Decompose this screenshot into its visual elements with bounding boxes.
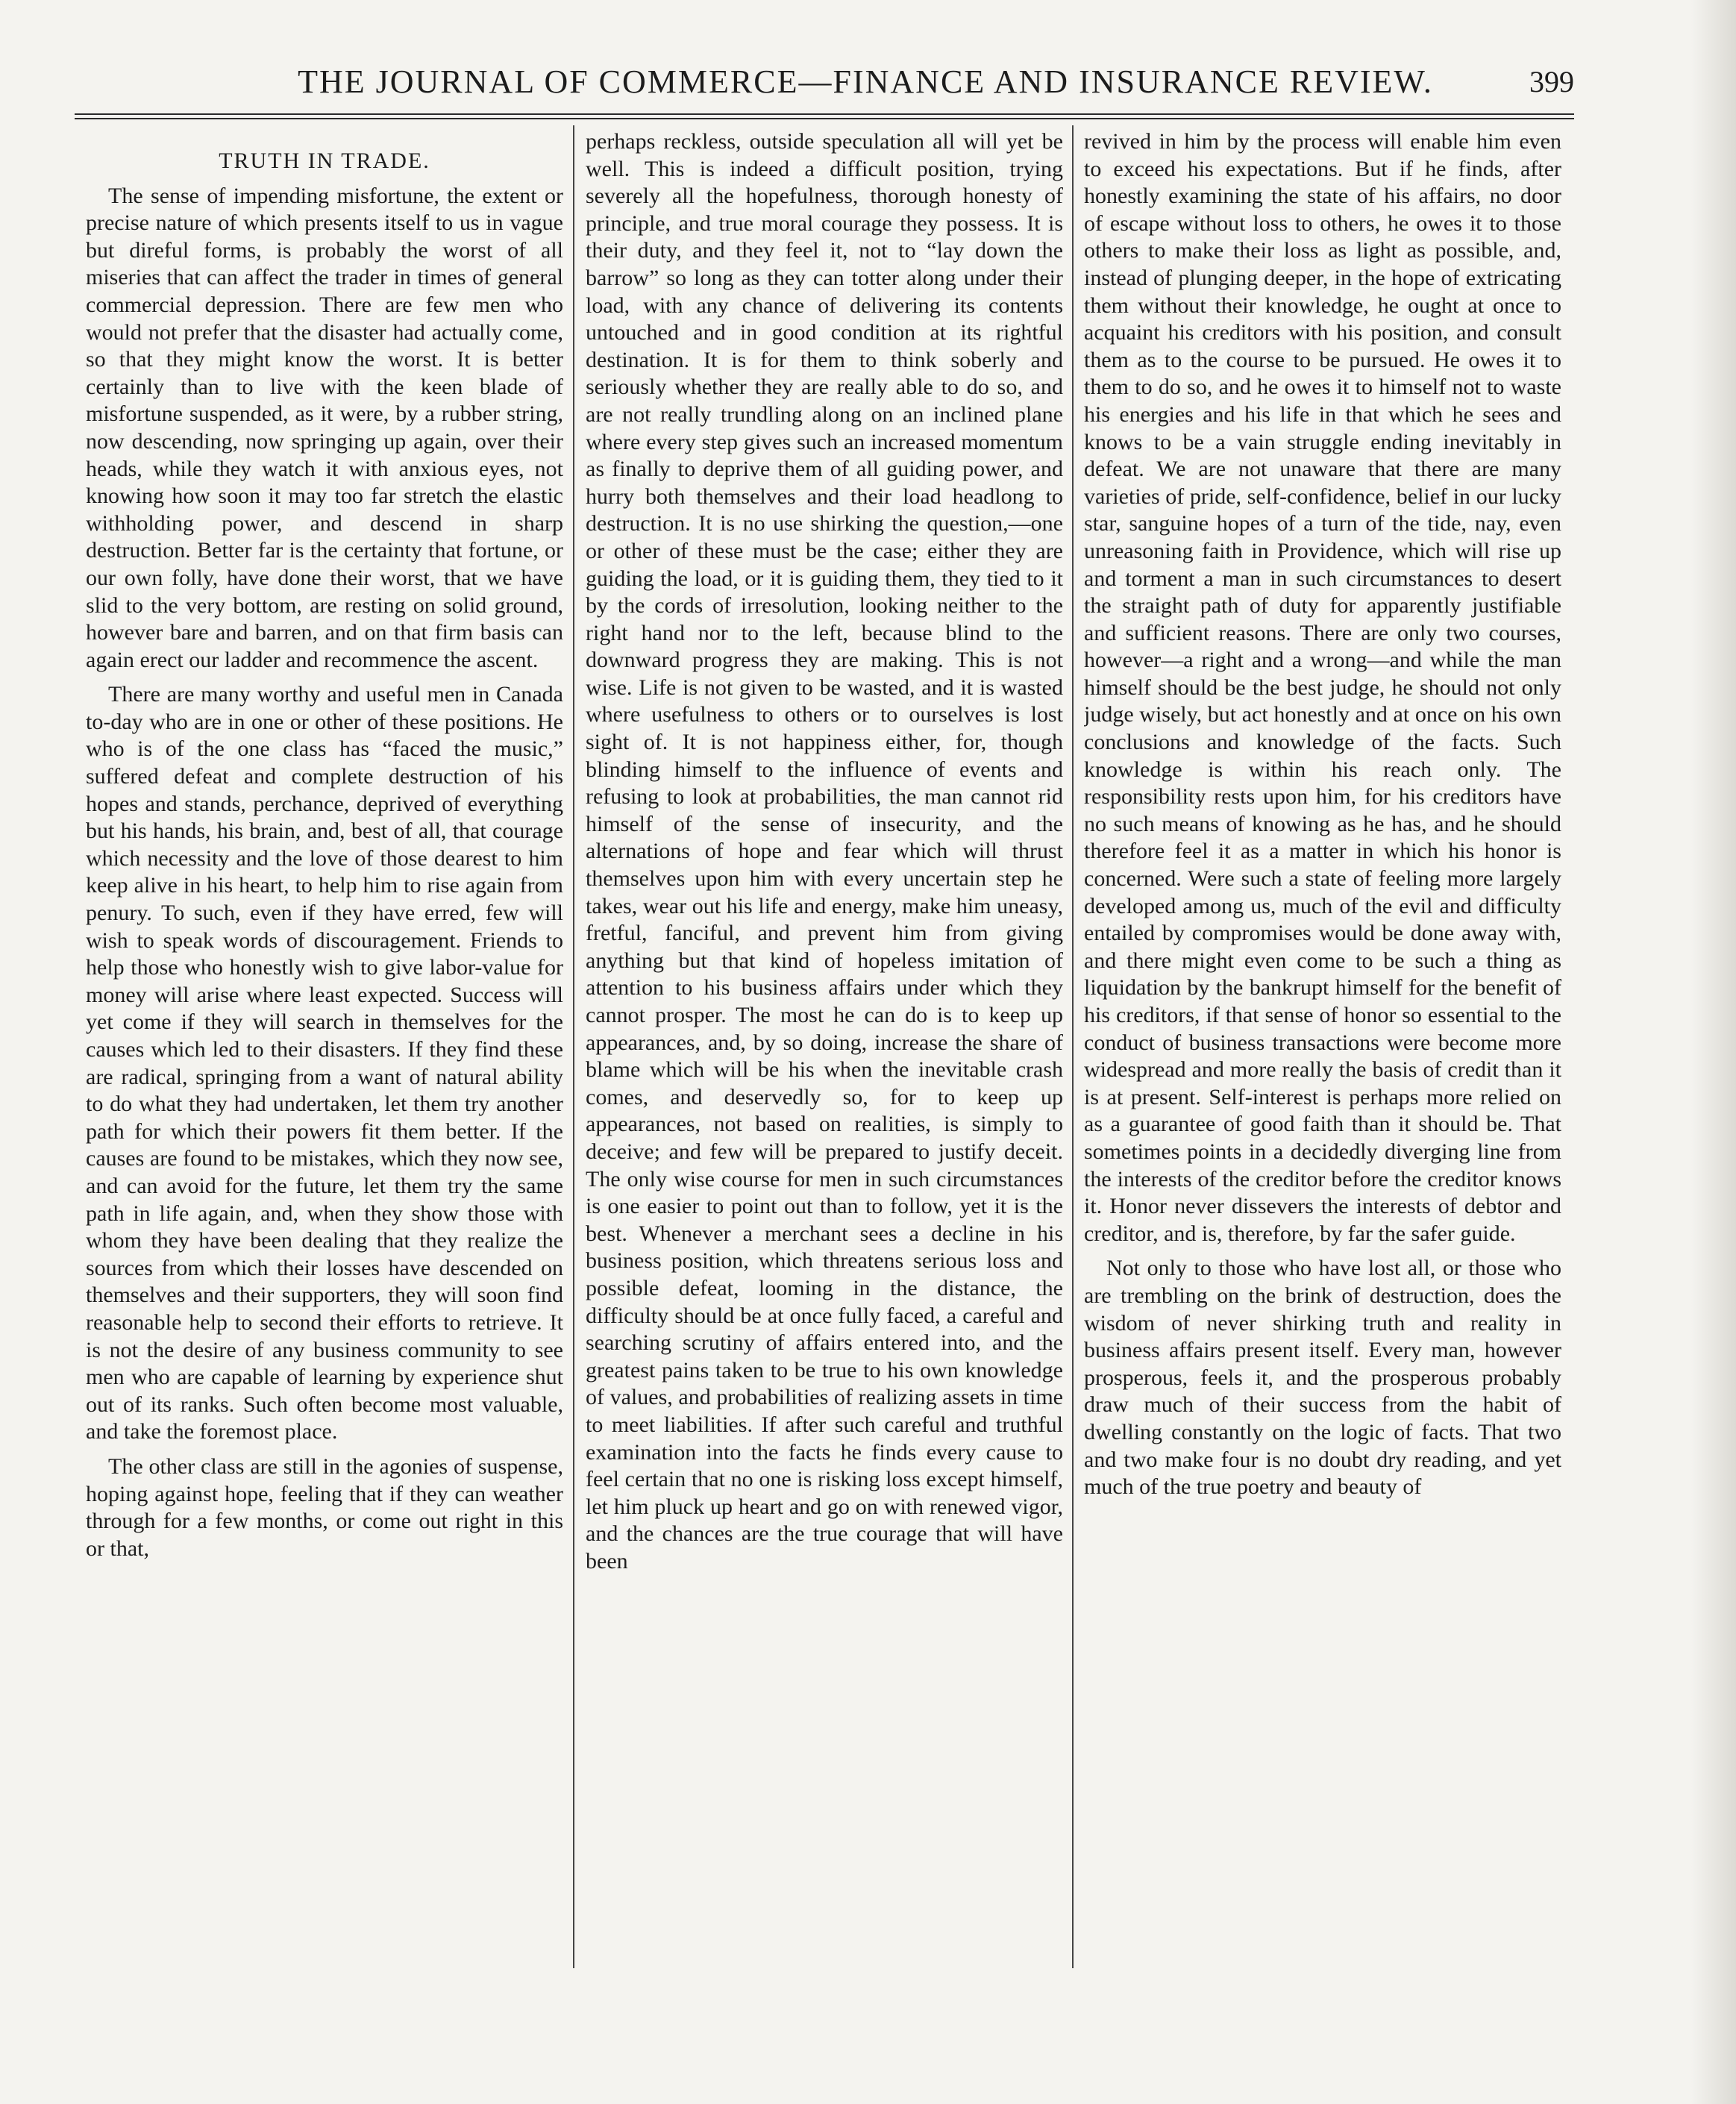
column-2 [586,128,1063,1971]
running-title: THE JOURNAL OF COMMERCE—FINANCE AND INSURANCE REVIEW. [298,63,1433,100]
page-edge-shadow [1691,0,1736,2104]
paragraph: The sense of impending misfortune, the extent or precise nature of which presents itself to us in vague but direful forms, is probably the worst of all miseries that can affect the trader in times of general commercial depression. There are few men who would not prefer that the disaster had actually come, so that they might know the worst. It is better certainly than to live with the keen blade of misfortune suspended, as it were, by a rubber string, now descending, now springing up again, over their heads, while they watch it with anxious eyes, not knowing how soon it may too far stretch the elastic withholding power, and descend in sharp destruction. Better far is the certainty that fortune, or our own folly, have done their worst, that we have slid to the very bottom, are resting on solid ground, however bare and barren, and on that firm basis can again erect our ladder and recommence the ascent. [86,183,563,672]
header-rule-bottom [75,118,1574,119]
paragraph: Not only to those who have lost all, or those who are trembling on the brink of destruction, does the wisdom of never shirking truth and reality in business affairs present itself. Every man, however prosperous, feels it, and the prosperous probably draw much of their success from the habit of dwelling constantly on the logic of facts. That two and two make four is no doubt dry reading, and yet much of the true poetry and beauty of [1084,1256,1561,1500]
page-number: 399 [1529,65,1574,98]
paragraph: perhaps reckless, outside speculation all will yet be well. This is indeed a difficult position, trying severely all the hopefulness, thorough honesty of principle, and true moral courage they possess. It is their duty, and they feel it, not to “lay down the barrow” so long as they can totter along under their load, with any chance of delivering its contents untouched and in good condition at its rightful destination. It is for them to think soberly and seriously whether they are really able to do so, and are not really trundling along on an inclined plane where every step gives such an increased momentum as finally to deprive them of all guiding power, and hurry both themselves and their load headlong to destruction. It is no use shirking the question,—one or other of these must be the case; either they are guiding the load, or it is guiding them, they tied to it by the cords of irresolution, looking neither to the right hand nor to the left, because blind to the downward progress they are making. This is not wise. Life is not given to be wasted, and it is wasted where usefulness to others or to ourselves is lost sight of. It is not happiness either, for, though blinding himself to the influence of events and refusing to look at probabilities, the man cannot rid himself of the sense of insecurity, and the alternations of hope and fear which will thrust themselves upon him with every uncertain step he takes, wear out his life and energy, make him uneasy, fretful, fanciful, and prevent him from giving anything but that kind of hopeless imitation of attention to his business affairs under which they cannot prosper. The most he can do is to keep up appearances, and, by so doing, increase the share of blame which will be his when the inevitable crash comes, and deservedly so, for to keep up appearances, not based on realities, is simply to deceive; and few will be prepared to justify deceit. The only wise course for men in such circumstances is one easier to point out than to follow, yet it is the best. Whenever a merchant sees a decline in his business position, which threatens serious loss and possible defeat, looming in the distance, the difficulty should be at once fully faced, a careful and searching scrutiny of affairs entered into, and the greatest pains taken to be true to his own knowledge of values, and probabilities of realizing assets in time to meet liabilities. If after such careful and truthful examination into the facts he finds every cause to feel certain that no one is risking loss except himself, let him pluck up heart and go on with renewed vigor, and the chances are the true courage that will have been [586,129,1063,1574]
article-title: TRUTH IN TRADE. [219,148,430,173]
paragraph: The other class are still in the agonies of suspense, hoping against hope, feeling that if they can weather through for a few months, or come out right in this or that, [86,1453,563,1561]
column-divider-2 [1072,125,1074,1968]
column-divider-1 [573,125,574,1968]
page-header [75,54,1574,106]
column-1 [86,128,563,1971]
paragraph: There are many worthy and useful men in Canada to-day who are in one or other of these positions. He who is of the one class has “faced the music,” suffered defeat and complete destruction of his hopes and stands, perchance, deprived of everything but his hands, his brain, and, best of all, that courage which necessity and the love of those dearest to him keep alive in his heart, to help him to rise again from penury. To such, even if they have erred, few will wish to speak words of discouragement. Friends to help those who honestly wish to give labor-value for money will arise where least expected. Success will yet come if they will search in themselves for the causes which led to their disasters. If they find these are radical, springing from a want of natural ability to do what they had undertaken, let them try another path for which their powers fit them better. If the causes are found to be mistakes, which they now see, and can avoid for the future, let them try the same path in life again, and, when they show those with whom they have been dealing that they realize the sources from which their losses have descended on themselves and their supporters, they will soon find reasonable help to second their efforts to retrieve. It is not the desire of any business community to see men who are capable of learning by experience shut out of its ranks. Such often become most valuable, and take the foremost place. [86,682,563,1444]
header-rule-top [75,113,1574,115]
column-3 [1084,128,1561,1971]
paragraph: revived in him by the process will enable him even to exceed his expectations. But if he finds, after honestly examining the state of his affairs, no door of escape without loss to others, he owes it to those others to make their loss as light as possible, and, instead of plunging deeper, in the hope of extricating them without their knowledge, he ought at once to acquaint his creditors with his position, and consult them as to the course to be pursued. He owes it to them to do so, and he owes it to himself not to waste his energies and his life in that which he sees and knows to be a vain struggle ending inevitably in defeat. We are not unaware that there are many varieties of pride, self-confidence, belief in our lucky star, sanguine hopes of a turn of the tide, nay, even unreasoning faith in Providence, which will rise up and torment a man in such circumstances to desert the straight path of duty for apparently justifiable and sufficient reasons. There are only two courses, however—a right and a wrong—and while the man himself should be the best judge, he should not only judge wisely, but act honestly and at once on his own conclusions and knowledge of the facts. Such knowledge is within his reach only. The responsibility rests upon him, for his creditors have no such means of knowing as he has, and he should therefore feel it as a matter in which his honor is concerned. Were such a state of feeling more largely developed among us, much of the evil and difficulty entailed by compromises would be done away with, and there might even come to be such a thing as liquidation by the bankrupt himself for the benefit of his creditors, if that sense of honor so essential to the conduct of business transactions were become more widespread and more really the basis of credit than it is at present. Self-interest is perhaps more relied on as a guarantee of good faith than it should be. That sometimes points in a decidedly diverging line from the interests of the creditor before the creditor knows it. Honor never dissevers the interests of debtor and creditor, and is, therefore, by far the safer guide. [1084,129,1561,1246]
